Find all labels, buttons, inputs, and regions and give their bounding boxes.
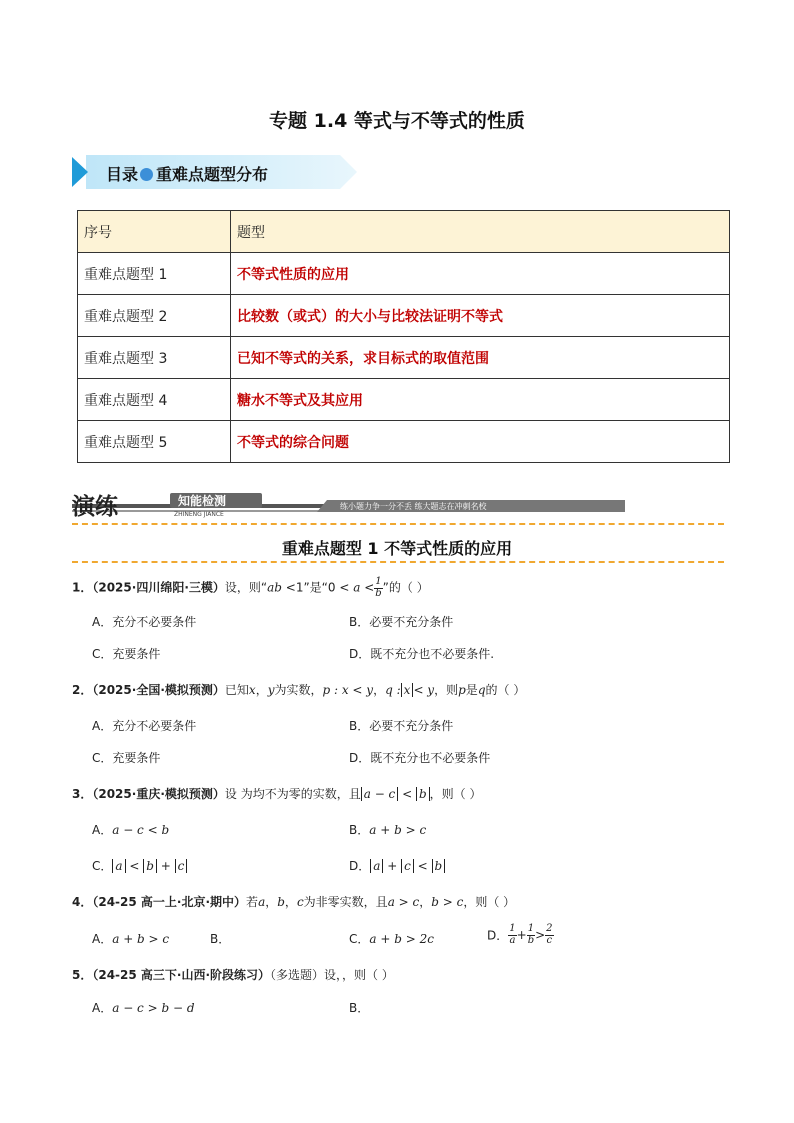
option-a: A．a + b > c [92,932,170,946]
math-abs: x [401,683,414,697]
math-var: p [458,683,466,697]
question-3 [72,785,481,802]
dot-icon [140,168,153,181]
math-expr: q : [385,683,401,697]
row-id: 重难点题型 4 [78,379,231,421]
math-expr: p : x < y [322,683,374,697]
math-expr: < y [413,683,435,697]
question-text: ，则（ ） [463,895,516,909]
math-abs: b [416,787,430,801]
question-text: 是 [465,683,478,697]
header-cell-type: 题型 [231,211,730,253]
option-a: A．a − c < b [92,823,170,837]
table-row [78,337,730,379]
toc-label: 目录 [106,165,139,184]
question-4: 4．（24-25 高一上·北京·期中）若a，b，c为非零实数，且a > c，b > c，则（ ） [72,895,516,909]
option-c: C．充要条件 [92,647,161,661]
question-source: （2025·重庆·模拟预测） [92,787,225,801]
question-number: 2． [72,683,93,697]
math-var: a [258,895,266,909]
math-op: < [398,787,416,801]
option-c: C． a < b + c [92,857,187,874]
question-text: 的（ ） [485,683,526,697]
banner-sub-text: 知能检测 [178,494,227,508]
row-id: 重难点题型 1 [78,253,231,295]
row-topic: 比较数（或式）的大小与比较法证明不等式 [231,295,730,337]
question-source: （2025·四川绵阳·三模） [92,580,225,595]
option-a: A．充分不必要条件 [92,719,197,733]
math-var: c [296,895,304,909]
question-text: 为非零实数，且 [303,895,388,909]
option-b: B．a + b > c [349,823,427,837]
question-text: ， [255,683,268,697]
math-var: a [353,580,361,595]
question-text: 若 [246,895,259,909]
option-c: C．充要条件 [92,751,161,765]
section-title: 重难点题型 1 不等式性质的应用 [281,539,513,558]
question-text: 为实数， [274,683,323,697]
toc-sublabel: 重难点题型分布 [156,165,269,184]
question-source: （2025·全国·模拟预测） [92,683,225,697]
question-text: ，则 [434,683,459,697]
table-row [78,295,730,337]
table-row [78,253,730,295]
banner-pinyin-text: ZHINENG JIANCE [174,511,224,518]
math-expr: a > c [387,895,420,909]
table-header-row [78,211,730,253]
banner-slogan-text: 练小题力争一分不丢 练大题志在冲刺名校 [340,502,487,511]
question-number: 5． [72,968,93,982]
question-number: 3． [72,787,93,801]
math-var: b [277,895,285,909]
option-b: B． [210,932,231,946]
question-number: 1． [72,580,93,595]
question-2 [72,681,525,698]
question-number: 4． [72,895,93,909]
math-var: y [267,683,275,697]
row-id: 重难点题型 5 [78,421,231,463]
play-arrow-icon [72,157,88,187]
question-source: （24-25 高三下·山西·阶段练习） [92,968,271,982]
dashed-divider [72,561,724,563]
toc-heading [106,162,268,185]
option-a: A．a − c > b − d [92,1001,195,1015]
question-text: 设 为均不为零的实数，且 [224,787,361,801]
option-b: B． [349,1001,370,1015]
math-abs: a − c [361,787,399,801]
question-text: 设，则“ [224,580,268,595]
option-d: D． $\frac{1}{a}$ + $\frac{1}{b}$ > $\frac{2}{c}$ [487,923,553,946]
row-topic: 不等式性质的应用 [231,253,730,295]
option-d: D．既不充分也不必要条件 [349,751,491,765]
question-text: ， [373,683,386,697]
fraction: $\frac{1}{b}$ [375,576,382,599]
question-text: 已知 [224,683,249,697]
row-id: 重难点题型 2 [78,295,231,337]
table-row [78,379,730,421]
question-1 [72,577,429,599]
row-topic: 糖水不等式及其应用 [231,379,730,421]
toc-table [77,210,730,463]
question-text: ”的（ ） [382,580,429,595]
option-c: C．a + b > 2c [349,932,434,946]
header-cell-number: 序号 [78,211,231,253]
question-source: （24-25 高一上·北京·期中） [92,895,247,909]
page-title: 专题 1.4 等式与不等式的性质 [269,110,525,132]
option-b: B．必要不充分条件 [349,719,454,733]
math-var: x [248,683,256,697]
practice-banner [72,492,625,518]
question-text: （多选题）设，，则（ ） [270,968,394,982]
row-topic: 不等式的综合问题 [231,421,730,463]
banner-main-text: 演练 [72,493,118,518]
math-expr: b > c [431,895,464,909]
math-var: ab [267,580,282,595]
row-topic: 已知不等式的关系，求目标式的取值范围 [231,337,730,379]
question-text: < [360,580,375,595]
question-5 [72,966,394,983]
question-text: ，则（ ） [429,787,482,801]
option-a: A．充分不必要条件 [92,615,197,629]
option-d: D．既不充分也不必要条件. [349,647,495,661]
dashed-divider [72,523,724,525]
row-id: 重难点题型 3 [78,337,231,379]
table-row [78,421,730,463]
option-b: B．必要不充分条件 [349,615,454,629]
math-var: q [477,683,486,697]
option-d: D． a + c < b [349,857,445,874]
question-text: <1”是“0 < [281,580,354,595]
